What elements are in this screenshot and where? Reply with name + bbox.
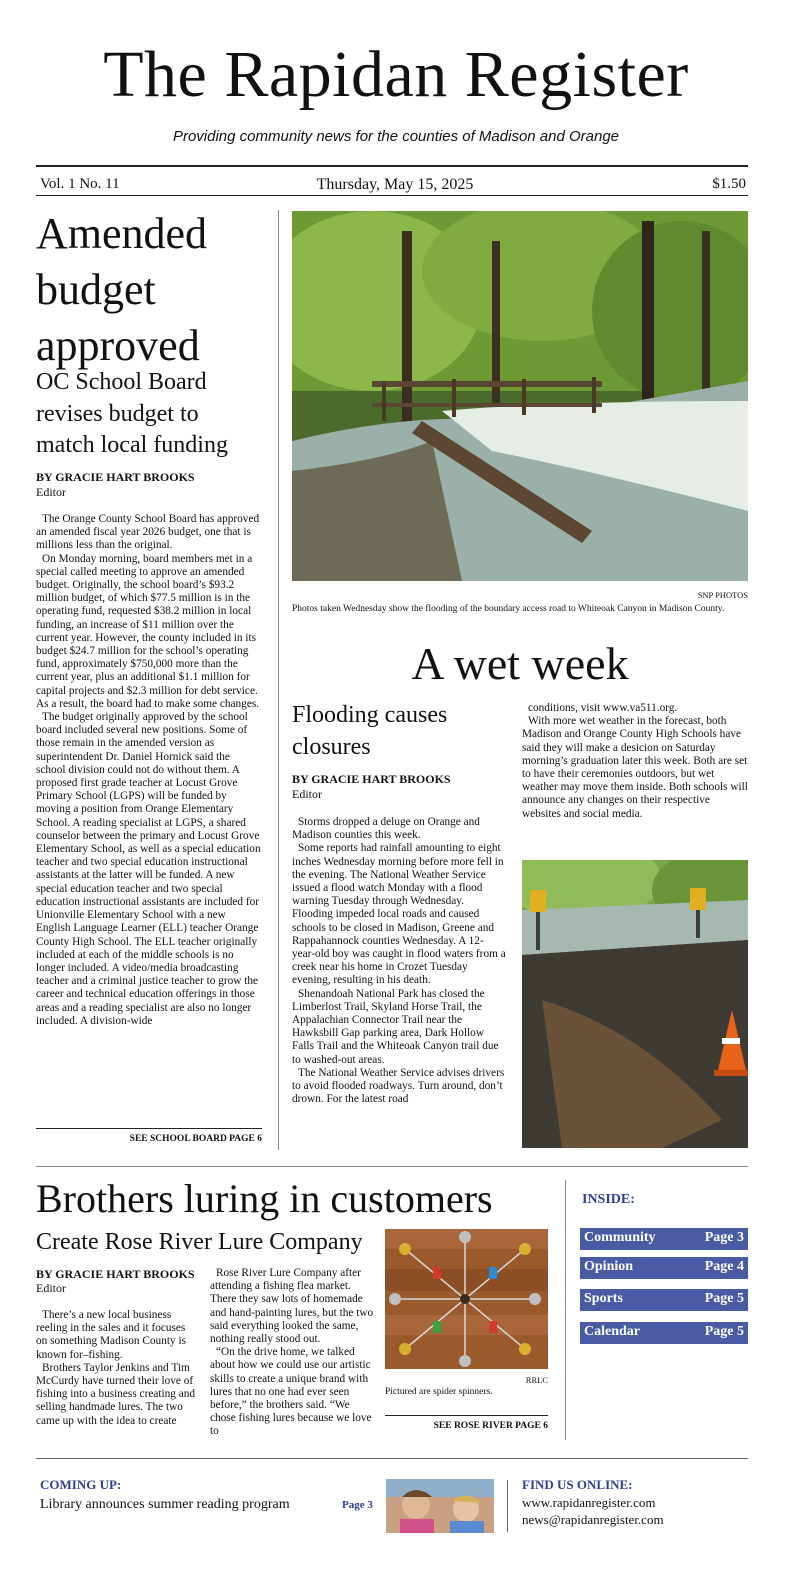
- budget-paragraph: The budget originally approved by the school board included several new positions. Some of those remain in the amended version as superintendent Dr. Daniel Hornick said the school division could not do without them. A proposed first grade teacher at Locust Grove Primary School (LGPS) will be funded by moving a position from Orange Elementary School. A reading specialist at LGPS, a shared counselor between the primary and Locust Grove Elementary School, as well as a special education teacher and two special education instructional assistants at the latter will be funded. A new special education teacher and two special education instructional assistants are included for Unionville Elementary School with a new English Language Learner (ELL) teacher Orange County High School. The ELL teacher originally included at each of the middle schools is no longer included. A video/media broadcasting teacher and a criminal justice teacher to grow the career and technical education offerings in those areas and a reading specialist are also no longer included. A division-wide: [36, 711, 261, 1027]
- budget-paragraph: On Monday morning, board members met in a special called meeting to approve an amended budget. Originally, the school board’s $93.2 million budget, of which $77.5 million is in the operating fund, requested $38.2 million in local funding, an increase of $11 million over the current year. However, the county included in its budget $24.7 million for the school’s operating fund, approximately $750,000 more than the current year, plus an additional $1.1 million for capital projects and $2.3 million for debt service. As a result, the board had to make some changes.: [36, 552, 260, 710]
- inside-heading: INSIDE:: [582, 1192, 635, 1207]
- inside-item-page: Page 3: [704, 1230, 744, 1245]
- inside-item-page: Page 5: [704, 1291, 744, 1306]
- find-us-heading: FIND US ONLINE:: [522, 1477, 633, 1492]
- coming-up-heading: COMING UP:: [40, 1477, 122, 1492]
- website-link[interactable]: www.rapidanregister.com: [522, 1495, 656, 1510]
- masthead-rule-top: [36, 165, 748, 167]
- masthead-title: The Rapidan Register: [103, 38, 689, 111]
- inside-item-section: Opinion: [584, 1259, 634, 1274]
- lure-body-col1: [36, 1309, 198, 1428]
- coming-up-photo: [386, 1479, 494, 1533]
- lure-paragraph: “On the drive home, we talked about how we could use our artistic skills to create a unique brand with lures that no one had ever seen before,” the brothers said. “We chose fishing lures because we love to: [210, 1346, 372, 1438]
- lure-subhead: Create Rose River Lure Company: [36, 1229, 363, 1255]
- lure-byline: BY GRACIE HART BROOKS: [36, 1267, 195, 1281]
- lure-paragraph: Brothers Taylor Jenkins and Tim McCurdy have turned their love of fishing into a business creating and selling handmade lures. The two came up with the idea to create: [36, 1361, 196, 1427]
- issue-date: Thursday, May 15, 2025: [316, 176, 474, 193]
- flood-photo: [292, 211, 748, 581]
- inside-item-community[interactable]: [580, 1228, 748, 1250]
- budget-paragraph: The Orange County School Board has approved an amended fiscal year 2026 budget, one that is millions less than the original.: [36, 513, 260, 552]
- lure-photo: [385, 1229, 548, 1369]
- issue-price: $1.50: [712, 176, 746, 192]
- lure-byline-role: Editor: [36, 1281, 66, 1295]
- inside-item-section: Calendar: [584, 1324, 640, 1339]
- budget-jump-rule: [36, 1128, 262, 1129]
- budget-body: [36, 513, 262, 1028]
- flood-road-photo: [522, 860, 748, 1148]
- budget-byline-role: Editor: [36, 485, 66, 499]
- masthead-tagline: Providing community news for the counties of Madison and Orange: [172, 128, 620, 145]
- budget-jump-line[interactable]: SEE SCHOOL BOARD PAGE 6: [129, 1134, 262, 1144]
- flood-byline-role: Editor: [292, 787, 322, 801]
- footer-divider: [507, 1480, 508, 1532]
- flood-paragraph: conditions, visit www.va511.org.: [528, 702, 678, 714]
- lure-photo-credit: RRLC: [525, 1375, 548, 1385]
- section-rule: [36, 1166, 748, 1167]
- lure-paragraph: There’s a new local business reeling in the sales and it focuses on something Madison County is known for–fishing.: [36, 1309, 187, 1361]
- budget-subhead: OC School Board revises budget to match local funding: [36, 369, 228, 458]
- flood-paragraph: The National Weather Service advises drivers to avoid flooded roadways. Turn around, don’t drown. For the latest road: [292, 1066, 505, 1106]
- lure-jump-line[interactable]: SEE ROSE RIVER PAGE 6: [433, 1421, 548, 1431]
- inside-item-sports[interactable]: [580, 1289, 748, 1311]
- flood-subhead: Flooding causes closures: [292, 702, 448, 760]
- lure-jump-rule: [385, 1415, 548, 1416]
- coming-up-page: Page 3: [342, 1499, 373, 1511]
- flood-photo-caption: Photos taken Wednesday show the flooding of the boundary access road to Whiteoak Canyon in Madison County.: [292, 604, 725, 614]
- footer-rule: [36, 1458, 748, 1459]
- lure-paragraph: Rose River Lure Company after attending a fishing flea market. There they saw lots of homemade and hand-painting lures, but the two said everything looked the same, nothing really stood out.: [210, 1267, 374, 1346]
- flood-photo-credit: SNP PHOTOS: [697, 590, 748, 600]
- flood-paragraph: Shenandoah National Park has closed the Limberlost Trail, Skyland Horse Trail, the Appalachian Connector Trail near the Hawksbill Gap parking area, Dark Hollow Falls Trail and the Whiteoak Canyon trail due to washed-out areas.: [292, 987, 499, 1066]
- email-link[interactable]: news@rapidanregister.com: [522, 1512, 664, 1527]
- volume-number: Vol. 1 No. 11: [40, 176, 120, 192]
- budget-byline: BY GRACIE HART BROOKS: [36, 470, 195, 484]
- inside-item-section: Sports: [584, 1291, 623, 1306]
- inside-item-page: Page 4: [704, 1259, 744, 1274]
- lure-photo-caption: Pictured are spider spinners.: [385, 1387, 493, 1397]
- flood-headline: A wet week: [411, 638, 629, 689]
- flood-paragraph: Storms dropped a deluge on Orange and Madison counties this week.: [292, 816, 480, 842]
- lure-headline: Brothers luring in customers: [36, 1176, 493, 1221]
- inside-divider: [565, 1180, 566, 1440]
- flood-body-col1: [292, 816, 506, 1106]
- flood-paragraph: Some reports had rainfall amounting to eight inches Wednesday morning before more fell in the evening. The National Weather Service issued a flood watch Monday with a flood warning Tuesday through Wednesday. Flooding impeded local roads and caused schools to be closed in Madison, Greene and Rappahannock counties Wednesday. A 12-year-old boy was caught in flood waters from a creek near his home in Crozet Tuesday evening, resulting in his death.: [292, 842, 506, 987]
- inside-item-calendar[interactable]: [580, 1322, 748, 1344]
- lure-body-col2: [210, 1267, 374, 1439]
- flood-body-col2: [522, 702, 748, 821]
- flood-paragraph: With more wet weather in the forecast, both Madison and Orange County High Schools have said they will make a desicion on Saturday morning’s graduation later this week. Both are set to have their ceremonies outdoors, but wet weather may move them inside. Both schools will announce any changes on their respective websites and social media.: [522, 715, 748, 820]
- masthead-rule-bottom: [36, 195, 748, 196]
- column-divider: [278, 210, 279, 1150]
- inside-item-opinion[interactable]: [580, 1257, 748, 1279]
- inside-item-page: Page 5: [704, 1324, 744, 1339]
- flood-byline: BY GRACIE HART BROOKS: [292, 772, 451, 786]
- inside-item-section: Community: [584, 1230, 656, 1245]
- coming-up-text[interactable]: Library announces summer reading program: [40, 1497, 290, 1512]
- budget-headline: Amended budget approved: [36, 209, 208, 370]
